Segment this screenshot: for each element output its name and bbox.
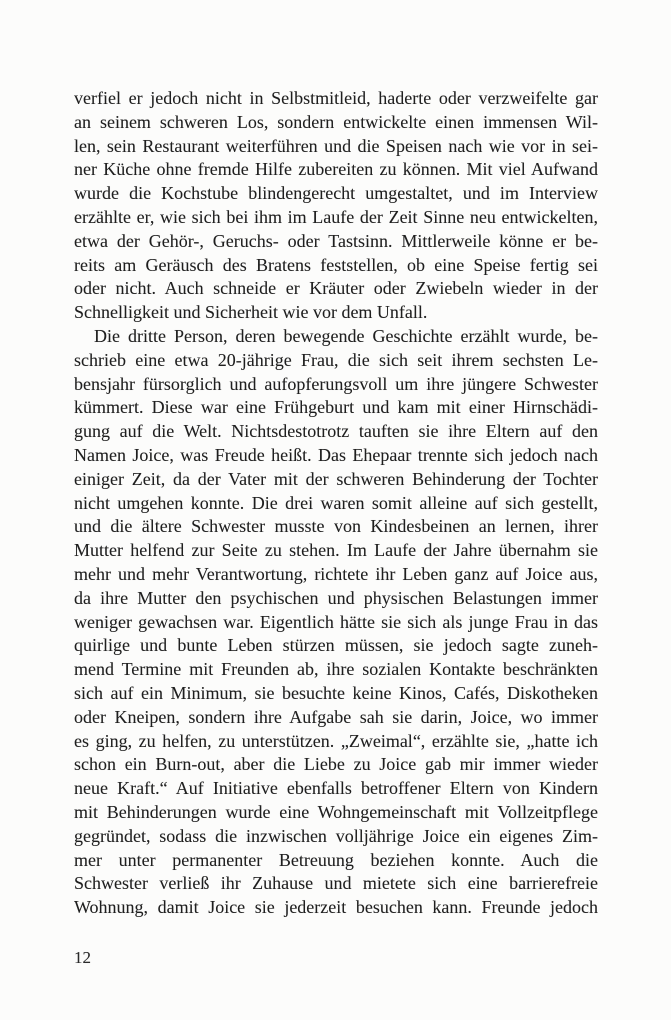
text-line: es ging, zu helfen, zu unterstützen. „Zweimal“, erzählte sie, „hatte ich <box>74 730 598 751</box>
text-line: len, sein Restaurant weiterführen und die Speisen nach wie vor in sei- <box>74 135 598 156</box>
text-line: Wohnung, damit Joice sie jederzeit besuchen kann. Freunde jedoch <box>74 897 598 918</box>
text-line: oder nicht. Auch schneide er Kräuter oder Zwiebeln wieder in der <box>74 278 598 299</box>
text-line: Namen Joice, was Freude heißt. Das Ehepaar trennte sich jedoch nach <box>74 444 598 465</box>
text-line: oder Kneipen, sondern ihre Aufgabe sah sie darin, Joice, wo immer <box>74 706 598 727</box>
text-line: quirlige und bunte Leben stürzen müssen, sie jedoch sagte zuneh- <box>74 635 598 656</box>
text-line: bensjahr fürsorglich und aufopferungsvoll um ihre jüngere Schwester <box>74 373 598 394</box>
text-line: kümmert. Diese war eine Frühgeburt und kam mit einer Hirnschädi- <box>74 397 598 418</box>
text-line: gegründet, sodass die inzwischen volljährige Joice ein eigenes Zim- <box>74 825 598 846</box>
text-line: an seinem schweren Los, sondern entwickelte einen immensen Wil- <box>74 111 598 132</box>
text-line: schrieb eine etwa 20-jährige Frau, die sich seit ihrem sechsten Le- <box>74 349 598 370</box>
text-line: mend Termine mit Freunden ab, ihre sozialen Kontakte beschränkten <box>74 659 598 680</box>
text-line: ner Küche ohne fremde Hilfe zubereiten zu können. Mit viel Aufwand <box>74 159 598 180</box>
text-line: mit Behinderungen wurde eine Wohngemeinschaft mit Vollzeitpflege <box>74 801 598 822</box>
text-line: Mutter helfend zur Seite zu stehen. Im Laufe der Jahre übernahm sie <box>74 540 598 561</box>
text-line: Die dritte Person, deren bewegende Geschichte erzählt wurde, be- <box>94 325 598 346</box>
text-line: mehr und mehr Verantwortung, richtete ihr Leben ganz auf Joice aus, <box>74 563 598 584</box>
text-line: erzählte er, wie sich bei ihm im Laufe der Zeit Sinne neu entwickelten, <box>74 206 598 227</box>
text-line: neue Kraft.“ Auf Initiative ebenfalls betroffener Eltern von Kindern <box>74 778 598 799</box>
text-line: weniger gewachsen war. Eigentlich hätte sie sich als junge Frau in das <box>74 611 598 632</box>
text-line: sich auf ein Minimum, sie besuchte keine Kinos, Cafés, Diskotheken <box>74 682 598 703</box>
text-line: Schnelligkeit und Sicherheit wie vor dem Unfall. <box>74 302 428 323</box>
text-line: Schwester verließ ihr Zuhause und mietete sich eine barrierefreie <box>74 873 598 894</box>
text-line: gung auf die Welt. Nichtsdestotrotz tauften sie ihre Eltern auf den <box>74 421 598 442</box>
paragraph <box>74 87 598 325</box>
text-line: nicht umgehen konnte. Die drei waren somit alleine auf sich gestellt, <box>74 492 598 513</box>
text-line: schon ein Burn-out, aber die Liebe zu Joice gab mir immer wieder <box>74 754 598 775</box>
text-block <box>74 87 598 920</box>
text-line: und die ältere Schwester musste von Kindesbeinen an lernen, ihrer <box>74 516 598 537</box>
text-line: reits am Geräusch des Bratens feststellen, ob eine Speise fertig sei <box>74 254 598 275</box>
text-line: einiger Zeit, da der Vater mit der schweren Behinderung der Tochter <box>74 468 598 489</box>
text-line: verfiel er jedoch nicht in Selbstmitleid, haderte oder verzweifelte gar <box>74 88 598 108</box>
text-line: wurde die Kochstube blindengerecht umgestaltet, und im Interview <box>74 183 598 204</box>
text-line: mer unter permanenter Betreuung beziehen konnte. Auch die <box>74 849 598 870</box>
page-number: 12 <box>74 948 91 967</box>
text-line: etwa der Gehör-, Geruchs- oder Tastsinn. Mittlerweile könne er be- <box>74 230 598 251</box>
paragraph <box>74 325 598 920</box>
text-line: da ihre Mutter den psychischen und physischen Belastungen immer <box>74 587 598 608</box>
